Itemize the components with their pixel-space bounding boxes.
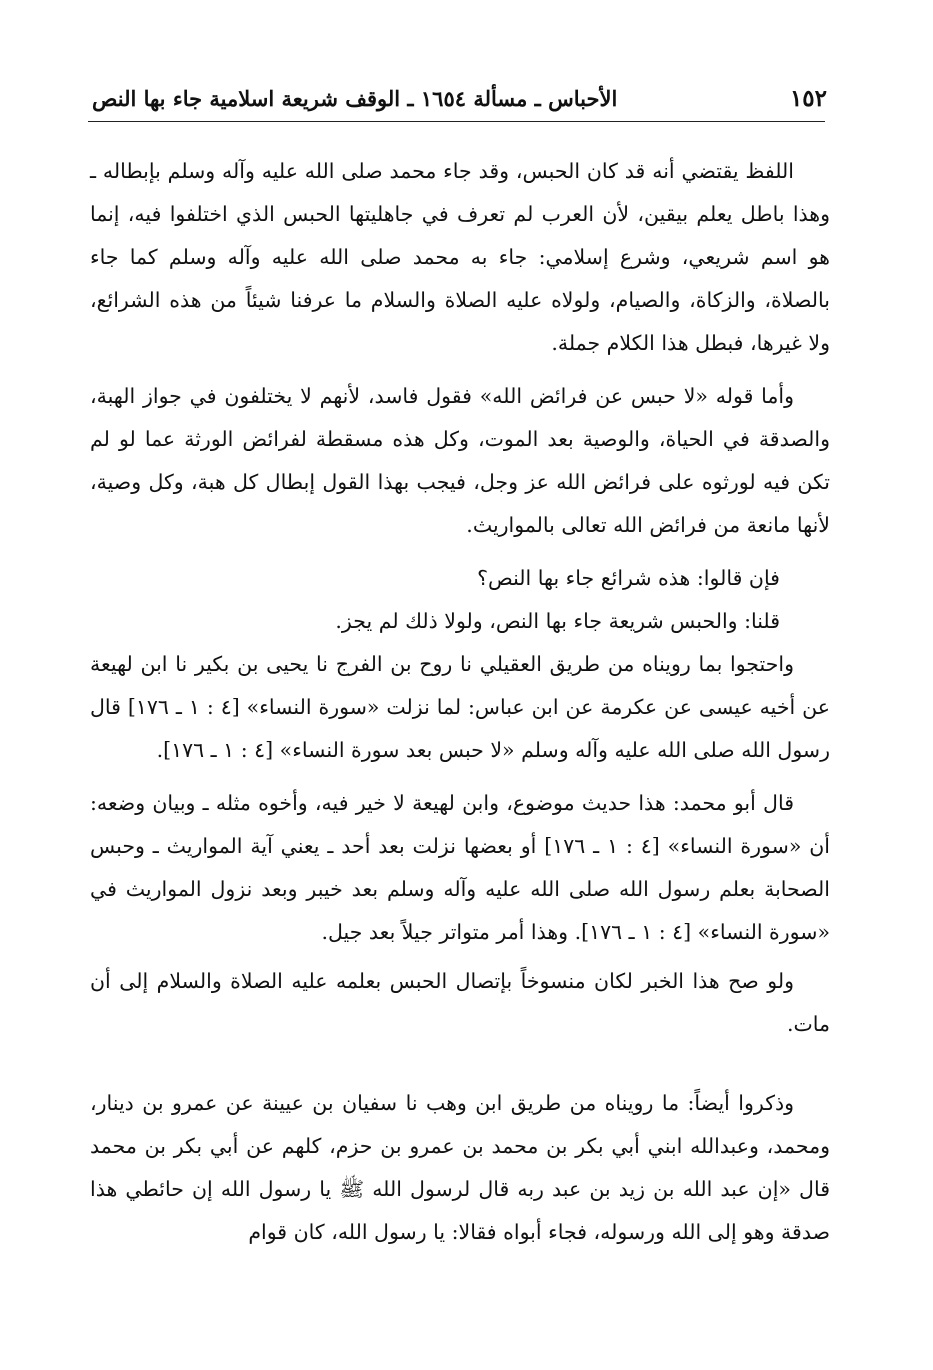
running-title: الأحباس ـ مسألة ١٦٥٤ ـ الوقف شريعة اسلامية جاء بها النص <box>92 85 618 111</box>
paragraph-6: قال أبو محمد: هذا حديث موضوع، وابن لهيعة لا خير فيه، وأخوه مثله ـ وبيان وضعه: أن «سورة النساء» [٤ : ١ ـ ١٧٦] أو بعضها نزلت بعد أحد ـ يعني آية المواريث ـ وحبس الصحابة بعلم رسول الله صلى الله عليه وآله وسلم بعد خيبر وبعد نزول المواريث في «سورة النساء» [٤ : ١ ـ ١٧٦]. وهذا أمر متواتر جيلاً بعد جيل. <box>90 791 830 944</box>
page-body <box>90 150 830 1254</box>
header-divider <box>88 121 825 122</box>
paragraph-2: وأما قوله «لا حبس عن فرائض الله» فقول فاسد، لأنهم لا يختلفون في جواز الهبة، والصدقة في الحياة، والوصية بعد الموت، وكل هذه مسقطة لفرائض الورثة عما لو لم تكن فيه لورثوه على فرائض الله عز وجل، فيجب بهذا القول إبطال كل هبة، وكل وصية، لأنها مانعة من فرائض الله تعالى بالمواريث. <box>90 384 830 537</box>
page-header <box>92 78 827 118</box>
paragraph-5: واحتجوا بما رويناه من طريق العقيلي نا روح بن الفرج نا يحيى بن بكير نا ابن لهيعة عن أخيه عيسى عن عكرمة عن ابن عباس: لما نزلت «سورة النساء» [٤ : ١ ـ ١٧٦] قال رسول الله صلى الله عليه وآله وسلم «لا حبس بعد سورة النساء» [٤ : ١ ـ ١٧٦]. <box>90 652 830 762</box>
paragraph-3: فإن قالوا: هذه شرائع جاء بها النص؟ <box>477 566 780 590</box>
paragraph-8: وذكروا أيضاً: ما رويناه من طريق ابن وهب نا سفيان بن عيينة عن عمرو بن دينار، ومحمد، وعبدالله ابني أبي بكر بن محمد بن عمرو بن حزم، كلهم عن أبي بكر بن محمد قال «إن عبد الله بن زيد بن عبد ربه قال لرسول الله ﷺ يا رسول الله إن حائطي هذا صدقة وهو إلى الله ورسوله، فجاء أبواه فقالا: يا رسول الله، كان قوام <box>90 1091 830 1244</box>
page-number: ١٥٢ <box>789 84 827 112</box>
paragraph-7: ولو صح هذا الخبر لكان منسوخاً بإتصال الحبس بعلمه عليه الصلاة والسلام إلى أن مات. <box>90 969 830 1036</box>
paragraph-4: قلنا: والحبس شريعة جاء بها النص، ولولا ذلك لم يجز. <box>335 609 780 633</box>
paragraph-1: اللفظ يقتضي أنه قد كان الحبس، وقد جاء محمد صلى الله عليه وآله وسلم بإبطاله ـ وهذا باطل يعلم بيقين، لأن العرب لم تعرف في جاهليتها الحبس الذي اختلفوا فيه، إنما هو اسم شريعي، وشرع إسلامي: جاء به محمد صلى الله عليه وآله وسلم كما جاء بالصلاة، والزكاة، والصيام، ولولاه عليه الصلاة والسلام ما عرفنا شيئاً من هذه الشرائع، ولا غيرها، فبطل هذا الكلام جملة. <box>90 159 830 355</box>
